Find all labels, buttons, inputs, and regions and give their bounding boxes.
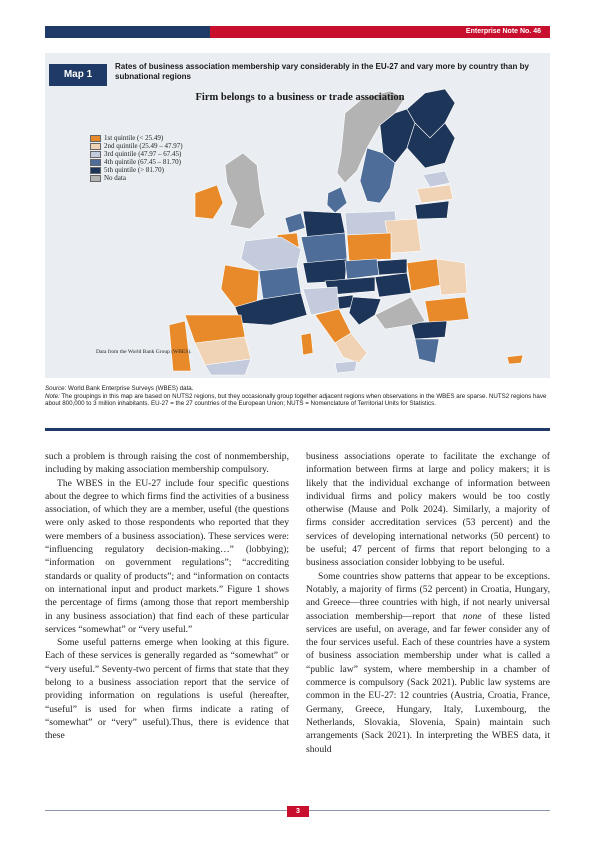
map-credit: Data from the World Bank Group (WBES). (96, 349, 192, 355)
map-region-croatia (349, 297, 381, 325)
map-region-sicily (335, 361, 357, 373)
legend-swatch (90, 135, 101, 142)
section-rule (45, 428, 550, 431)
note-line (45, 393, 550, 408)
legend-swatch (90, 151, 101, 158)
map-region-germany-north (303, 211, 345, 237)
map-region-uk (225, 153, 265, 229)
source-label: Source: (45, 385, 67, 392)
map-region-germany-central (301, 233, 347, 263)
paragraph (306, 570, 550, 756)
legend-swatch (90, 175, 101, 182)
page-number: 3 (287, 806, 309, 817)
paragraph: such a problem is through raising the cost of nonmembership, including by making association membership compulsory. (45, 451, 289, 476)
map-legend (90, 134, 183, 182)
body-column-right (306, 450, 550, 756)
header-bar-navy (45, 26, 210, 38)
note-text: The groupings in this map are based on NUTS2 regions, but they occasionally group together adjacent regions when observations in the WBES are sparse. NUTS2 regions have about 800,000 to 3 million inhabitants. EU-27 = the 27 countries of the European Union; NUTS = Nomenclature of Territorial Units for Statistics. (45, 392, 547, 408)
legend-swatch (90, 143, 101, 150)
map-title: Rates of business association membership vary considerably in the EU-27 and vary more by country than by subnational regions (115, 62, 529, 81)
paragraph: business associations operate to facilitate the exchange of information between firms at large and policy makers; it is likely that the individual exchange of information between individual firms and policy makers would be too costly otherwise (Mause and Polk 2024). Similarly, a majority of firms consider accreditation services (53 percent) and the services of developing international networks (50 percent) to be useful; 47 percent of firms that report belonging to a business association consider lobbying to be useful. (306, 451, 550, 569)
paragraph-text: of these listed services are useful, on average, and far fewer consider any of the four services useful. Each of these countries have a system of business association membership under what is called a “public law” system, where membership in a chamber of commerce is compulsory (Sack 2021). Public law systems are common in the EU-27: 12 countries (Austria, Croatia, France, Germany, Greece, Hungary, Italy, Luxembourg, the Netherlands, Slovakia, Slovenia, Spain) maintain such arrangements (Sack 2021). In interpreting the WBES data, it should (306, 610, 551, 755)
source-text: World Bank Enterprise Surveys (WBES) data. (66, 385, 194, 392)
legend-item (90, 166, 183, 174)
map-region-lithuania (415, 201, 449, 219)
legend-label: 5th quintile (> 81.70) (104, 166, 164, 174)
map-region-bulgaria (425, 297, 469, 323)
legend-item (90, 174, 183, 182)
map-region-slovakia (377, 259, 407, 275)
map-region-netherlands (285, 213, 305, 233)
legend-item (90, 142, 183, 150)
legend-item (90, 134, 183, 142)
legend-label: 4th quintile (67.45 – 81.70) (104, 158, 181, 166)
emphasis-none: none (462, 610, 482, 622)
body-column-left (45, 450, 289, 743)
map-region-greece-south (415, 339, 439, 363)
legend-label: No data (104, 174, 126, 182)
note-label: Note: (45, 392, 60, 400)
legend-label: 3rd quintile (47.97 – 67.45) (104, 150, 182, 158)
legend-label: 2nd quintile (25.49 – 47.97) (104, 142, 183, 150)
map-region-portugal (169, 321, 191, 371)
map-region-romania-west (407, 259, 441, 291)
paragraph: The WBES in the EU-27 include four specific questions about the degree to which firms find the activities of a business association, of which they are a member, useful (the questions were only asked to those respondents who reported that they were members of a business association). These services were: “influencing regulatory decision-making…” (lobbying); “information on government regulations”; “accrediting standards or quality of products”; and “information on contacts on international input and product markets.” Figure 1 shows the percentage of firms (among those that report membership in any business association) that find each of these particular services “somewhat” or “very useful.” (45, 477, 289, 635)
source-line (45, 385, 550, 393)
map-subtitle: Firm belongs to a business or trade association (195, 92, 405, 103)
enterprise-note-label: Enterprise Note No. 46 (465, 28, 541, 35)
paragraph: Some useful patterns emerge when looking at this figure. Each of these services is generally regarded as “somewhat” or “very useful.” Seventy-two percent of firms that state that they belong to a business association report that the service of providing information on regulations is useful (hereafter, “useful” is used for when firms indicate a rating of “somewhat” or “very” useful).Thus, there is evidence that these (45, 637, 289, 742)
map-region-cyprus (507, 355, 523, 364)
paragraph-text: Some countries show patterns that appear to be exceptions. Notably, a majority of firms (52 percent) in Croatia, Hungary, and Greece—three countries with high, if not nearly universal association membership—report that (306, 570, 550, 622)
map-region-hungary (375, 273, 411, 297)
map-region-denmark (327, 187, 347, 213)
map-region-germany-south (303, 259, 347, 283)
legend-label: 1st quintile (< 25.49) (104, 134, 164, 142)
map-tag: Map 1 (49, 64, 107, 86)
map-region-romania-east (437, 259, 467, 295)
map-region-czechia (345, 259, 379, 279)
map-region-france-west (221, 265, 259, 307)
legend-item (90, 158, 183, 166)
legend-item (90, 150, 183, 158)
map-region-latvia (417, 185, 453, 203)
map-region-poland-south (347, 233, 391, 261)
map-region-ireland (195, 185, 223, 219)
legend-swatch (90, 167, 101, 174)
legend-swatch (90, 159, 101, 166)
map-region-estonia (423, 171, 450, 187)
source-notes (45, 385, 550, 408)
map-region-sardinia (301, 333, 313, 355)
